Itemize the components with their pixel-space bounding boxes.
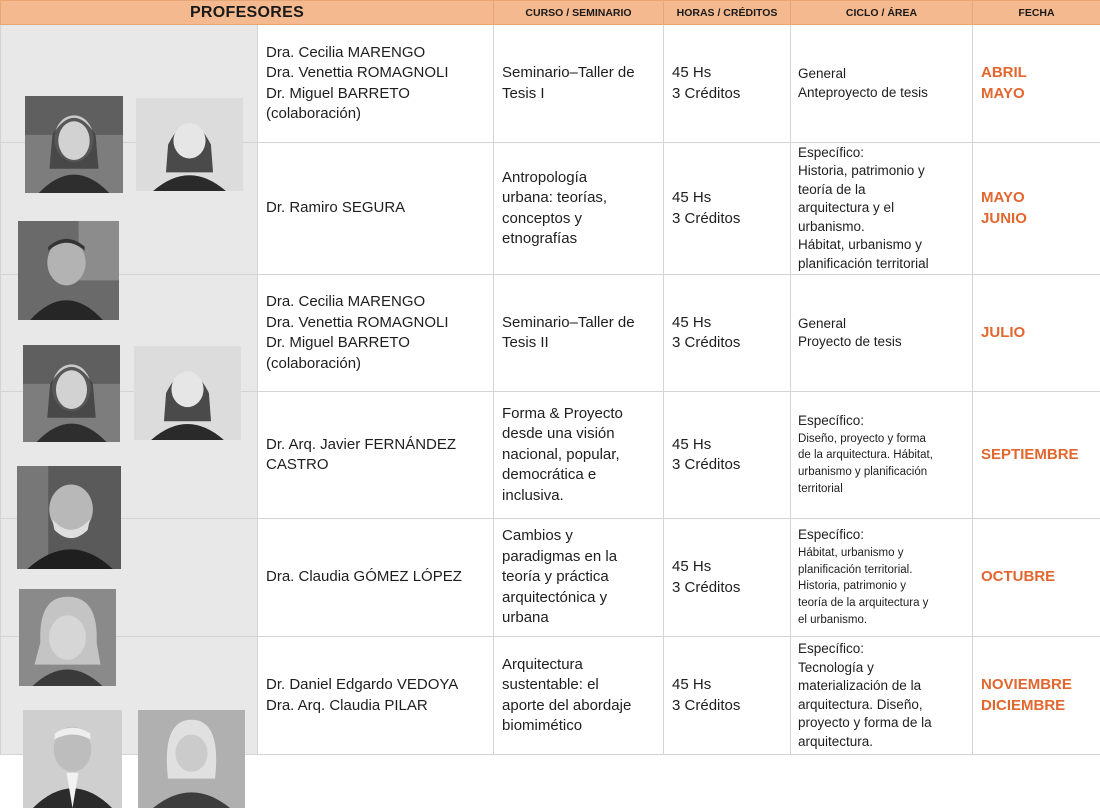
cycle-detail-line: de la arquitectura. Hábitat,	[798, 447, 968, 464]
hours-line: 45 Hs	[672, 188, 790, 209]
cycle-cell	[791, 143, 973, 275]
credits-line: 3 Créditos	[672, 84, 790, 105]
date-cell	[973, 519, 1100, 637]
header-profesores: PROFESORES	[1, 1, 494, 25]
hours-line: 45 Hs	[672, 63, 790, 84]
cycle-detail-line: teoría de la arquitectura y	[798, 595, 968, 612]
course-title-line: biomimético	[502, 716, 659, 737]
hours-cell	[664, 519, 791, 637]
cycle-detail-line: arquitectura y el	[798, 199, 968, 218]
cycle-detail-line: planificación territorial.	[798, 562, 968, 579]
cycle-detail-line: Historia, patrimonio y	[798, 578, 968, 595]
photos-cell	[1, 25, 258, 143]
cycle-detail-line: Diseño, proyecto y forma	[798, 431, 968, 448]
date-cell	[973, 275, 1100, 392]
course-title-line: arquitectónica y	[502, 588, 659, 609]
course-title-line: conceptos y	[502, 209, 659, 230]
header-fecha: FECHA	[973, 1, 1100, 25]
month-label: OCTUBRE	[981, 567, 1100, 588]
course-title-line: paradigmas en la	[502, 547, 659, 568]
cycle-detail-line: Historia, patrimonio y	[798, 162, 968, 181]
course-title-line: democrática e	[502, 465, 659, 486]
course-cell	[494, 392, 664, 519]
course-title-line: urbana	[502, 608, 659, 629]
course-cell	[494, 637, 664, 755]
cycle-cell	[791, 275, 973, 392]
hours-cell	[664, 143, 791, 275]
professor-photo	[23, 710, 122, 808]
cycle-detail-line: proyecto y forma de la	[798, 714, 968, 733]
cycle-detail-line: Anteproyecto de tesis	[798, 84, 968, 103]
professors-cell	[258, 519, 494, 637]
course-title-line: Tesis I	[502, 84, 659, 105]
course-title-line: inclusiva.	[502, 486, 659, 507]
cycle-detail-line: teoría de la	[798, 181, 968, 200]
month-label: ABRIL	[981, 63, 1100, 84]
course-title-line: Cambios y	[502, 526, 659, 547]
professor-name: Dr. Daniel Edgardo VEDOYA	[266, 675, 493, 696]
header-ciclo: CICLO / ÁREA	[791, 1, 973, 25]
cycle-title: Específico:	[798, 144, 968, 163]
credits-line: 3 Créditos	[672, 696, 790, 717]
course-title-line: Antropología	[502, 168, 659, 189]
cycle-title: Específico:	[798, 526, 968, 545]
month-label: NOVIEMBRE	[981, 675, 1100, 696]
cycle-detail-line: arquitectura.	[798, 733, 968, 752]
professor-name: (colaboración)	[266, 104, 493, 125]
cycle-title: Específico:	[798, 640, 968, 659]
hours-cell	[664, 637, 791, 755]
course-title-line: aporte del abordaje	[502, 696, 659, 717]
professors-cell	[258, 275, 494, 392]
professor-name: CASTRO	[266, 455, 493, 476]
professor-name: Dr. Arq. Javier FERNÁNDEZ	[266, 435, 493, 456]
professor-name: Dra. Cecilia MARENGO	[266, 292, 493, 313]
credits-line: 3 Créditos	[672, 209, 790, 230]
professor-photo	[23, 345, 120, 442]
professor-name: Dra. Venettia ROMAGNOLI	[266, 313, 493, 334]
professor-name: Dr. Ramiro SEGURA	[266, 198, 493, 219]
course-cell	[494, 143, 664, 275]
table-row	[1, 519, 1100, 637]
credits-line: 3 Créditos	[672, 578, 790, 599]
cycle-detail-line: Tecnología y	[798, 659, 968, 678]
course-cell	[494, 25, 664, 143]
hours-line: 45 Hs	[672, 435, 790, 456]
professors-cell	[258, 25, 494, 143]
date-cell	[973, 143, 1100, 275]
credits-line: 3 Créditos	[672, 455, 790, 476]
cycle-cell	[791, 637, 973, 755]
professor-photo	[17, 466, 121, 569]
professors-cell	[258, 392, 494, 519]
course-title-line: Seminario–Taller de	[502, 313, 659, 334]
course-title-line: nacional, popular,	[502, 445, 659, 466]
professors-cell	[258, 637, 494, 755]
cycle-detail-line: Hábitat, urbanismo y	[798, 545, 968, 562]
month-label: MAYO	[981, 84, 1100, 105]
cycle-detail-line: el urbanismo.	[798, 612, 968, 629]
credits-line: 3 Créditos	[672, 333, 790, 354]
course-title-line: Seminario–Taller de	[502, 63, 659, 84]
professor-photo	[134, 346, 241, 440]
header-row	[1, 1, 1100, 25]
professor-photo	[138, 710, 245, 808]
professor-name: Dra. Arq. Claudia PILAR	[266, 696, 493, 717]
header-horas: HORAS / CRÉDITOS	[664, 1, 791, 25]
hours-line: 45 Hs	[672, 313, 790, 334]
date-cell	[973, 392, 1100, 519]
course-title-line: Tesis II	[502, 333, 659, 354]
month-label: MAYO	[981, 188, 1100, 209]
professors-cell	[258, 143, 494, 275]
professor-name: Dr. Miguel BARRETO	[266, 333, 493, 354]
course-cell	[494, 275, 664, 392]
course-title-line: desde una visión	[502, 424, 659, 445]
professor-name: Dra. Cecilia MARENGO	[266, 43, 493, 64]
month-label: DICIEMBRE	[981, 696, 1100, 717]
professor-name: Dra. Claudia GÓMEZ LÓPEZ	[266, 567, 493, 588]
course-title-line: teoría y práctica	[502, 567, 659, 588]
cycle-cell	[791, 519, 973, 637]
table-row	[1, 637, 1100, 755]
course-title-line: Arquitectura	[502, 655, 659, 676]
cycle-cell	[791, 392, 973, 519]
month-label: JULIO	[981, 323, 1100, 344]
course-title-line: urbana: teorías,	[502, 188, 659, 209]
month-label: JUNIO	[981, 209, 1100, 230]
professor-name: Dr. Miguel BARRETO	[266, 84, 493, 105]
hours-cell	[664, 25, 791, 143]
cycle-title: General	[798, 315, 968, 334]
cycle-cell	[791, 25, 973, 143]
course-cell	[494, 519, 664, 637]
professor-name: (colaboración)	[266, 354, 493, 375]
header-curso: CURSO / SEMINARIO	[494, 1, 664, 25]
hours-cell	[664, 392, 791, 519]
cycle-detail-line: urbanismo y planificación	[798, 464, 968, 481]
professor-name: Dra. Venettia ROMAGNOLI	[266, 63, 493, 84]
course-title-line: etnografías	[502, 229, 659, 250]
cycle-detail-line: planificación territorial	[798, 255, 968, 274]
course-title-line: Forma & Proyecto	[502, 404, 659, 425]
professor-photo	[18, 221, 119, 320]
cycle-detail-line: arquitectura. Diseño,	[798, 696, 968, 715]
date-cell	[973, 25, 1100, 143]
hours-cell	[664, 275, 791, 392]
professor-photo	[25, 96, 123, 193]
month-label: SEPTIEMBRE	[981, 445, 1100, 466]
cycle-title: Específico:	[798, 412, 968, 431]
date-cell	[973, 637, 1100, 755]
cycle-detail-line: territorial	[798, 481, 968, 498]
cycle-title: General	[798, 65, 968, 84]
professor-photo	[19, 589, 116, 686]
course-title-line: sustentable: el	[502, 675, 659, 696]
hours-line: 45 Hs	[672, 675, 790, 696]
cycle-detail-line: materialización de la	[798, 677, 968, 696]
hours-line: 45 Hs	[672, 557, 790, 578]
cycle-detail-line: Proyecto de tesis	[798, 333, 968, 352]
table-row	[1, 275, 1100, 392]
cycle-detail-line: urbanismo.	[798, 218, 968, 237]
cycle-detail-line: Hábitat, urbanismo y	[798, 236, 968, 255]
table-row	[1, 25, 1100, 143]
professor-photo	[136, 98, 243, 191]
